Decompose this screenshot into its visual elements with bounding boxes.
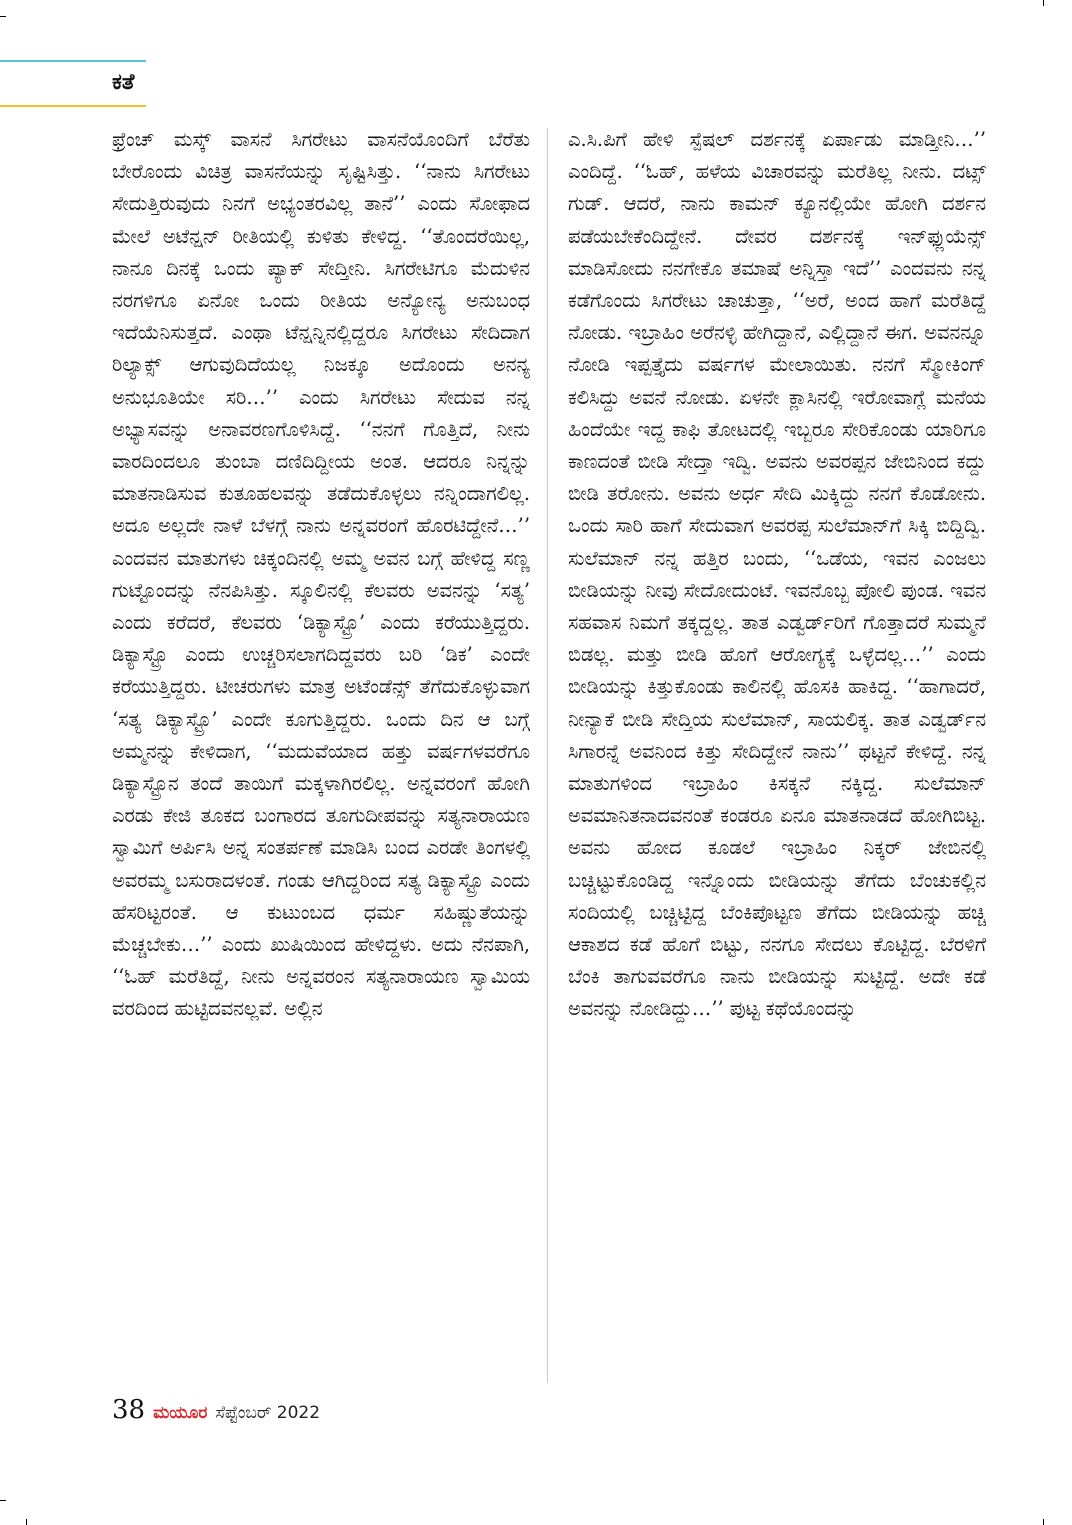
paragraph: ಫ್ರೆಂಚ್ ಮಸ್ಕ್ ವಾಸನೆ ಸಿಗರೇಟು ವಾಸನೆಯೊಂದಿಗೆ ಬೆರೆತು ಬೇರೊಂದು ವಿಚಿತ್ರ ವಾಸನೆಯನ್ನು ಸೃಷ್ಟಿಸಿತ್ತು. ‘‘ನಾನು ಸಿಗರೇಟು ಸೇದುತ್ತಿರುವುದು ನಿನಗೆ ಅಭ್ಯಂತರವಿಲ್ಲ ತಾನೆ’’ ಎಂದು ಸೋಫಾದ ಮೇಲೆ ಅಟೆನ್ಷನ್ ರೀತಿಯಲ್ಲಿ ಕುಳಿತು ಕೇಳಿದ್ದ. ‘‘ತೊಂದರೆಯಿಲ್ಲ, ನಾನೂ ದಿನಕ್ಕೆ ಒಂದು ಪ್ಯಾಕ್ ಸೇದ್ತೀನಿ. ಸಿಗರೇಟಿಗೂ ಮೆದುಳಿನ ನರಗಳಿಗೂ ಏನೋ ಒಂದು ರೀತಿಯ ಅನ್ಯೋನ್ಯ ಅನುಬಂಧ ಇದೆಯೆನಿಸುತ್ತದೆ. ಎಂಥಾ ಟೆನ್ಷನ್ನಿನಲ್ಲಿದ್ದರೂ ಸಿಗರೇಟು ಸೇದಿದಾಗ ರಿಲ್ಯಾಕ್ಸ್ ಆಗುವುದಿದೆಯಲ್ಲ ನಿಜಕ್ಕೂ ಅದೊಂದು ಅನನ್ಯ ಅನುಭೂತಿಯೇ ಸರಿ…’’ ಎಂದು ಸಿಗರೇಟು ಸೇದುವ ನನ್ನ ಅಭ್ಯಾಸವನ್ನು ಅನಾವರಣಗೊಳಿಸಿದ್ದೆ. ‘‘ನನಗೆ ಗೊತ್ತಿದೆ, ನೀನು ವಾರದಿಂದಲೂ ತುಂಬಾ ದಣಿದಿದ್ದೀಯ ಅಂತ. ಆದರೂ ನಿನ್ನನ್ನು ಮಾತನಾಡಿಸುವ ಕುತೂಹಲವನ್ನು ತಡೆದುಕೊಳ್ಳಲು ನನ್ನಿಂದಾಗಲಿಲ್ಲ. ಅದೂ ಅಲ್ಲದೇ ನಾಳೆ ಬೆಳಗ್ಗೆ ನಾನು ಅನ್ನವರಂಗೆ ಹೊರಟಿದ್ದೇನೆ…’’ ಎಂದವನ ಮಾತುಗಳು ಚಿಕ್ಕಂದಿನಲ್ಲಿ ಅಮ್ಮ ಅವನ ಬಗ್ಗೆ ಹೇಳಿದ್ದ ಸಣ್ಣ ಗುಟ್ಟೊಂದನ್ನು ನೆನಪಿಸಿತ್ತು. ಸ್ಕೂಲಿನಲ್ಲಿ ಕೆಲವರು ಅವನನ್ನು ‘ಸತ್ಯ’ ಎಂದು ಕರೆದರೆ, ಕೆಲವರು ‘ಡಿಕ್ಯಾಸ್ಟ್ರೊ’ ಎಂದು ಕರೆಯುತ್ತಿದ್ದರು. ಡಿಕ್ಯಾಸ್ಟ್ರೊ ಎಂದು ಉಚ್ಚರಿಸಲಾಗದಿದ್ದವರು ಬರಿ ‘ಡಿಕ’ ಎಂದೇ ಕರೆಯುತ್ತಿದ್ದರು. ಟೀಚರುಗಳು ಮಾತ್ರ ಅಟೆಂಡೆನ್ಸ್ ತೆಗೆದುಕೊಳ್ಳುವಾಗ ‘ಸತ್ಯ ಡಿಕ್ಯಾಸ್ಟ್ರೊ’ ಎಂದೇ ಕೂಗುತ್ತಿದ್ದರು. ಒಂದು ದಿನ ಆ ಬಗ್ಗೆ ಅಮ್ಮನನ್ನು ಕೇಳಿದಾಗ, ‘‘ಮದುವೆಯಾದ ಹತ್ತು ವರ್ಷಗಳವರೆಗೂ ಡಿಕ್ಯಾಸ್ಟ್ರೊನ ತಂದೆ ತಾಯಿಗೆ ಮಕ್ಕಳಾಗಿರಲಿಲ್ಲ. ಅನ್ನವರಂಗೆ ಹೋಗಿ ಎರಡು ಕೇಜಿ ತೂಕದ ಬಂಗಾರದ ತೂಗುದೀಪವನ್ನು ಸತ್ಯನಾರಾಯಣ ಸ್ವಾಮಿಗೆ ಅರ್ಪಿಸಿ ಅನ್ನ ಸಂತರ್ಪಣೆ ಮಾಡಿಸಿ ಬಂದ ಎರಡೇ ತಿಂಗಳಲ್ಲಿ ಅವರಮ್ಮ ಬಸುರಾದಳಂತೆ. ಗಂಡು ಆಗಿದ್ದರಿಂದ ಸತ್ಯ ಡಿಕ್ಯಾಸ್ಟ್ರೊ ಎಂದು ಹೆಸರಿಟ್ಟರಂತೆ. ಆ ಕುಟುಂಬದ ಧರ್ಮ ಸಹಿಷ್ಣುತೆಯನ್ನು ಮೆಚ್ಚಬೇಕು…’’ ಎಂದು ಖುಷಿಯಿಂದ ಹೇಳಿದ್ದಳು. ಅದು ನೆನಪಾಗಿ, ‘‘ಓಹ್ ಮರೆತಿದ್ದೆ, ನೀನು ಅನ್ನವರಂನ ಸತ್ಯನಾರಾಯಣ ಸ್ವಾಮಿಯ ವರದಿಂದ ಹುಟ್ಟಿದವನಲ್ಲವೆ. ಅಲ್ಲಿನ <box>112 128 530 1021</box>
column-divider <box>547 128 548 1383</box>
crop-mark <box>0 16 6 17</box>
section-title: ಕತೆ <box>112 70 135 95</box>
header-rule-yellow <box>0 105 146 107</box>
crop-mark <box>1043 1519 1044 1525</box>
header-rule-blue <box>0 60 146 62</box>
issue-date: ಸೆಪ್ಟೆಂಬರ್ 2022 <box>215 1403 321 1423</box>
article-column-left <box>112 124 530 1386</box>
crop-mark <box>1043 0 1044 6</box>
article-column-right <box>568 124 986 1386</box>
magazine-logo: ಮಯೂರ <box>153 1403 208 1423</box>
page-footer <box>112 1395 320 1425</box>
crop-mark <box>26 1519 27 1525</box>
page-number: 38 <box>112 1395 146 1425</box>
crop-mark <box>0 1500 6 1501</box>
paragraph: ಎ.ಸಿ.ಪಿಗೆ ಹೇಳಿ ಸ್ಪೆಷಲ್ ದರ್ಶನಕ್ಕೆ ಏರ್ಪಾಡು ಮಾಡ್ತೀನಿ…’’ ಎಂದಿದ್ದೆ. ‘‘ಓಹ್, ಹಳೆಯ ವಿಚಾರವನ್ನು ಮರೆತಿಲ್ಲ ನೀನು. ದಟ್ಸ್ ಗುಡ್. ಆದರೆ, ನಾನು ಕಾಮನ್ ಕ್ಯೂನಲ್ಲಿಯೇ ಹೋಗಿ ದರ್ಶನ ಪಡೆಯಬೇಕೆಂದಿದ್ದೇನೆ. ದೇವರ ದರ್ಶನಕ್ಕೆ ಇನ್‌ಫ್ಲುಯೆನ್ಸ್ ಮಾಡಿಸೋದು ನನಗೇಕೊ ತಮಾಷೆ ಅನ್ನಿಸ್ತಾ ಇದೆ’’ ಎಂದವನು ನನ್ನ ಕಡೆಗೊಂದು ಸಿಗರೇಟು ಚಾಚುತ್ತಾ, ‘‘ಅರೆ, ಅಂದ ಹಾಗೆ ಮರೆತಿದ್ದೆ ನೋಡು. ಇಬ್ರಾಹಿಂ ಅರೆನಳ್ಳಿ ಹೇಗಿದ್ದಾನೆ, ಎಲ್ಲಿದ್ದಾನೆ ಈಗ. ಅವನನ್ನೂ ನೋಡಿ ಇಪ್ಪತ್ತೈದು ವರ್ಷಗಳ ಮೇಲಾಯಿತು. ನನಗೆ ಸ್ಮೋಕಿಂಗ್ ಕಲಿಸಿದ್ದು ಅವನೆ ನೋಡು. ಏಳನೇ ಕ್ಲಾಸಿನಲ್ಲಿ ಇರೋವಾಗ್ಲೆ ಮನೆಯ ಹಿಂದೆಯೇ ಇದ್ದ ಕಾಫಿ ತೋಟದಲ್ಲಿ ಇಬ್ಬರೂ ಸೇರಿಕೊಂಡು ಯಾರಿಗೂ ಕಾಣದಂತೆ ಬೀಡಿ ಸೇದ್ತಾ ಇದ್ವಿ. ಅವನು ಅವರಪ್ಪನ ಜೇಬಿನಿಂದ ಕದ್ದು ಬೀಡಿ ತರೋನು. ಅವನು ಅರ್ಧ ಸೇದಿ ಮಿಕ್ಕಿದ್ದು ನನಗೆ ಕೊಡೋನು. ಒಂದು ಸಾರಿ ಹಾಗೆ ಸೇದುವಾಗ ಅವರಪ್ಪ ಸುಲೆಮಾನ್‌ಗೆ ಸಿಕ್ಕಿ ಬಿದ್ದಿದ್ವಿ. ಸುಲೆಮಾನ್ ನನ್ನ ಹತ್ತಿರ ಬಂದು, ‘‘ಒಡೆಯ, ಇವನ ಎಂಜಲು ಬೀಡಿಯನ್ನು ನೀವು ಸೇದೋದುಂಟೆ. ಇವನೊಬ್ಬ ಪೋಲಿ ಪುಂಡ. ಇವನ ಸಹವಾಸ ನಿಮಗೆ ತಕ್ಕದ್ದಲ್ಲ. ತಾತ ಎಡ್ವರ್ಡ್‌ರಿಗೆ ಗೊತ್ತಾದರೆ ಸುಮ್ಮನೆ ಬಿಡಲ್ಲ. ಮತ್ತು ಬೀಡಿ ಹೊಗೆ ಆರೋಗ್ಯಕ್ಕೆ ಒಳ್ಳೆದಲ್ಲ…’’ ಎಂದು ಬೀಡಿಯನ್ನು ಕಿತ್ತುಕೊಂಡು ಕಾಲಿನಲ್ಲಿ ಹೊಸಕಿ ಹಾಕಿದ್ದ. ‘‘ಹಾಗಾದರೆ, ನೀನ್ಯಾಕೆ ಬೀಡಿ ಸೇದ್ತಿಯ ಸುಲೆಮಾನ್, ಸಾಯಲಿಕ್ಕ. ತಾತ ಎಡ್ವರ್ಡ್‌ನ ಸಿಗಾರನ್ನೆ ಅವನಿಂದ ಕಿತ್ತು ಸೇದಿದ್ದೇನೆ ನಾನು’’ ಥಟ್ಟನೆ ಕೇಳಿದ್ದೆ. ನನ್ನ ಮಾತುಗಳಿಂದ ಇಬ್ರಾಹಿಂ ಕಿಸಕ್ಕನೆ ನಕ್ಕಿದ್ದ. ಸುಲೆಮಾನ್ ಅವಮಾನಿತನಾದವನಂತೆ ಕಂಡರೂ ಏನೂ ಮಾತನಾಡದೆ ಹೋಗಿಬಿಟ್ಟ. ಅವನು ಹೋದ ಕೂಡಲೆ ಇಬ್ರಾಹಿಂ ನಿಕ್ಕರ್ ಜೇಬಿನಲ್ಲಿ ಬಚ್ಚಿಟ್ಟುಕೊಂಡಿದ್ದ ಇನ್ನೊಂದು ಬೀಡಿಯನ್ನು ತೆಗೆದು ಬೆಂಚುಕಲ್ಲಿನ ಸಂದಿಯಲ್ಲಿ ಬಚ್ಚಿಟ್ಟಿದ್ದ ಬೆಂಕಿಪೊಟ್ಟಣ ತೆಗೆದು ಬೀಡಿಯನ್ನು ಹಚ್ಚಿ ಆಕಾಶದ ಕಡೆ ಹೊಗೆ ಬಿಟ್ಟು, ನನಗೂ ಸೇದಲು ಕೊಟ್ಟಿದ್ದ. ಬೆರಳಿಗೆ ಬೆಂಕಿ ತಾಗುವವರೆಗೂ ನಾನು ಬೀಡಿಯನ್ನು ಸುಟ್ಟಿದ್ದೆ. ಅದೇ ಕಡೆ ಅವನನ್ನು ನೋಡಿದ್ದು…’’ ಪುಟ್ಟ ಕಥೆಯೊಂದನ್ನು <box>568 128 986 1021</box>
